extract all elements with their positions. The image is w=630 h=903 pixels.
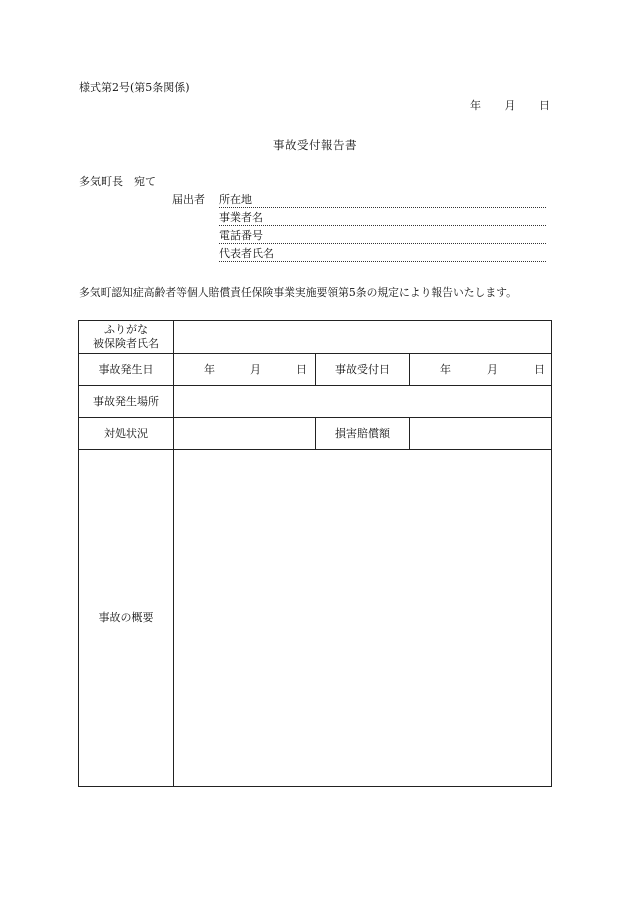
report-date	[470, 99, 550, 113]
addressee: 多気町長 宛て	[79, 175, 156, 188]
received-year-unit: 年	[440, 362, 451, 376]
summary-label: 事故の概要	[79, 450, 174, 787]
furigana-label: ふりがな	[104, 323, 148, 336]
accident-day-unit: 日	[296, 362, 307, 376]
response-label: 対処状況	[79, 418, 174, 450]
accident-month-unit: 月	[250, 362, 261, 376]
document-title: 事故受付報告書	[273, 138, 357, 152]
location-row	[79, 386, 552, 418]
year-unit: 年	[470, 99, 481, 112]
insured-name-label: 被保険者氏名	[93, 337, 159, 350]
location-input[interactable]	[174, 386, 552, 418]
address-label: 所在地	[219, 193, 252, 206]
location-label: 事故発生場所	[79, 386, 174, 418]
accident-year-unit: 年	[204, 362, 215, 376]
day-unit: 日	[539, 99, 550, 112]
insured-name-row	[79, 321, 552, 354]
business-name-label: 事業者名	[219, 211, 263, 224]
received-date-input[interactable]	[410, 354, 552, 386]
notifier-label: 届出者	[172, 193, 205, 206]
summary-input[interactable]	[174, 450, 552, 787]
phone-number-label: 電話番号	[219, 229, 263, 242]
received-date-label: 事故受付日	[316, 354, 410, 386]
month-unit: 月	[504, 99, 516, 112]
form-number: 様式第2号(第5条関係)	[79, 81, 190, 94]
damages-label: 損害賠償額	[316, 418, 410, 450]
accident-date-input[interactable]	[174, 354, 316, 386]
insured-name-input[interactable]	[174, 321, 552, 354]
address-field[interactable]	[219, 192, 546, 208]
response-row	[79, 418, 552, 450]
statement-text: 多気町認知症高齢者等個人賠償責任保険事業実施要領第5条の規定により報告いたします。	[79, 286, 517, 299]
dates-row	[79, 354, 552, 386]
phone-number-field[interactable]	[219, 228, 546, 244]
business-name-field[interactable]	[219, 210, 546, 226]
insured-name-label-cell	[79, 321, 174, 354]
accident-date-label: 事故発生日	[79, 354, 174, 386]
summary-row	[79, 450, 552, 787]
damages-input[interactable]	[410, 418, 552, 450]
representative-name-field[interactable]	[219, 246, 546, 262]
response-input[interactable]	[174, 418, 316, 450]
received-month-unit: 月	[487, 362, 498, 376]
report-table	[78, 320, 552, 787]
received-day-unit: 日	[534, 362, 545, 376]
representative-name-label: 代表者氏名	[219, 247, 274, 260]
